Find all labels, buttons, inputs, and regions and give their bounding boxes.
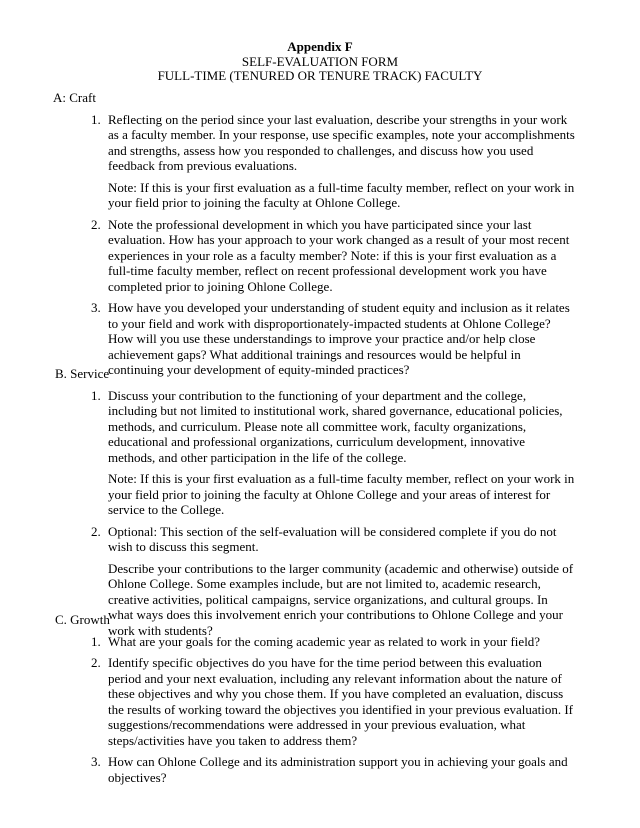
item-text: Reflecting on the period since your last evaluation, describe your strengths in your work as a faculty member. In your response, use specific examples, note your accomplishments and strengths, assess how you responded to challenges, and discuss how you used feedback from previous evaluations. — [108, 111, 575, 173]
list-item — [91, 112, 575, 211]
item-note: Note: If this is your first evaluation as a full-time faculty member, reflect on your work in your field prior to joining the faculty at Ohlone College. — [108, 179, 575, 210]
section-title: A: Craft — [53, 90, 96, 105]
list-item — [91, 634, 575, 650]
item-text: Identify specific objectives do you have for the time period between this evaluation period and your next evaluation, including any relevant information about the nature of these objectives and why you chose them. If you have completed an evaluation, discuss the results of working toward the objectives you identified in your previous evaluation. If suggestions/recommendations were addressed in your previous evaluation, what steps/activities have you taken to address them? — [108, 655, 573, 748]
item-note: Note: If this is your first evaluation as a full-time faculty member, reflect on your work in your field prior to joining the faculty at Ohlone College and your areas of interest for service to the College. — [108, 471, 575, 517]
section-craft — [55, 90, 575, 384]
document-header — [0, 40, 640, 84]
form-title: SELF-EVALUATION FORM — [241, 53, 399, 69]
section-service — [55, 366, 575, 644]
section-growth — [55, 612, 575, 791]
item-text: How can Ohlone College and its administration support you in achieving your goals and objectives? — [108, 754, 568, 785]
item-number: 2. — [91, 216, 101, 232]
list-item — [91, 388, 575, 518]
item-note: Describe your contributions to the larger community (academic and otherwise) outside of Ohlone College. Some examples include, but are not limited to, academic research, creative activities, political campaigns, service organizations, and cultural groups. In what ways does this involvement enrich your contributions to Ohlone College and your work with students? — [108, 560, 574, 638]
item-number: 1. — [91, 387, 101, 403]
item-number: 2. — [91, 655, 101, 670]
section-title: C. Growth — [55, 612, 110, 627]
appendix-label: Appendix F — [287, 39, 353, 54]
item-text: Discuss your contribution to the functioning of your department and the college, including but not limited to institutional work, shared governance, educational policies, methods, and curriculum. Please note all committee work, faculty organizations, educational and professional organizations, curriculum development, innovative methods, and other participation in the life of the college. — [108, 387, 563, 465]
list-item — [91, 655, 575, 748]
item-number: 1. — [91, 111, 101, 127]
item-number: 3. — [91, 754, 101, 769]
item-number: 1. — [91, 633, 101, 649]
item-number: 3. — [91, 300, 101, 315]
item-text: Note the professional development in which you have participated since your last evaluation. How has your approach to your work changed as a result of your most recent experiences in your role as a faculty member? Note: if this is your first evaluation as a full-time faculty member, reflect on recent professional development work you have completed prior to joining Ohlone College. — [108, 216, 570, 294]
item-text: Optional: This section of the self-evaluation will be considered complete if you do not wish to discuss this segment. — [108, 523, 557, 554]
item-number: 2. — [91, 523, 101, 539]
item-text: What are your goals for the coming academic year as related to work in your field? — [108, 633, 541, 649]
list-item — [91, 217, 575, 295]
item-text: How have you developed your understanding of student equity and inclusion as it relates to your field and work with disproportionately-impacted students at Ohlone College? How will you use these understandings to improve your practice and/or help close achievement gaps? What additional trainings and resources would be helpful in continuing your development of equity-minded practices? — [108, 300, 570, 377]
faculty-type-subtitle: FULL-TIME (TENURED OR TENURE TRACK) FACULTY — [157, 68, 483, 83]
section-title: B. Service — [55, 366, 110, 381]
list-item — [91, 754, 575, 785]
